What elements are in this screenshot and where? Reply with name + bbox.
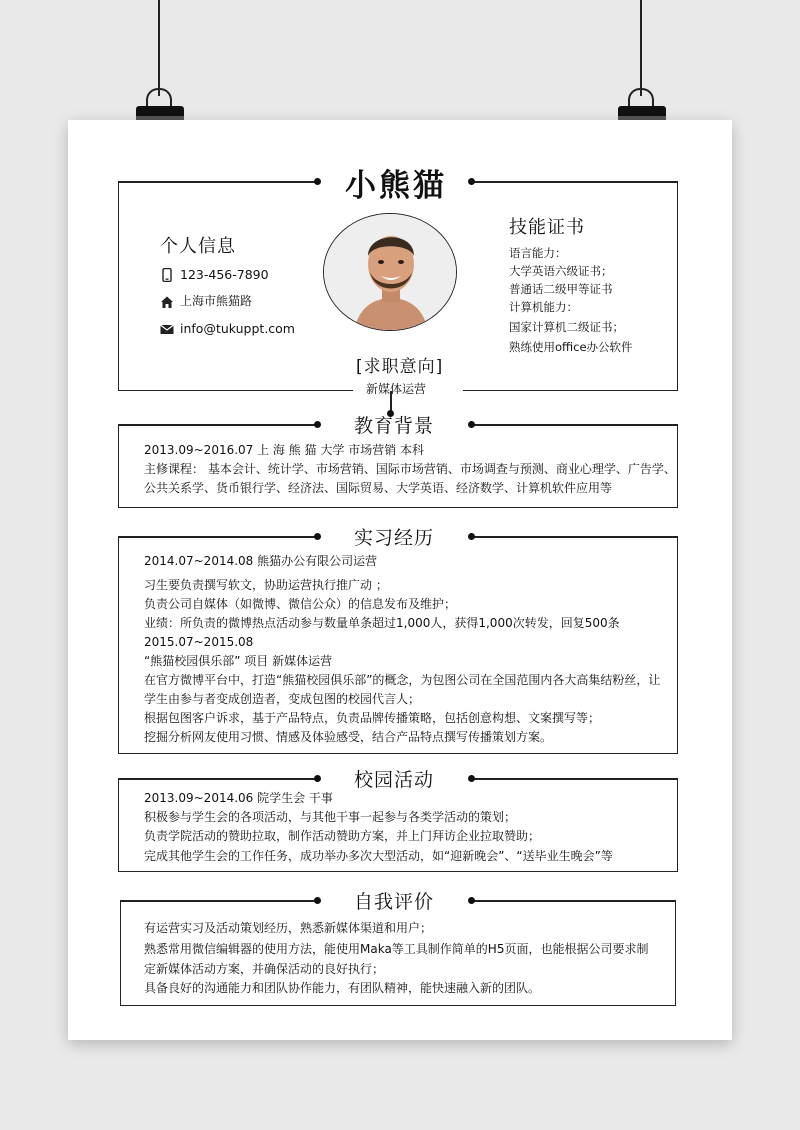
skill-line-1: 语言能力：: [509, 246, 567, 260]
education-line-1: 2013.09~2016.07 上 海 熊 猫 大学 市场营销 本科: [144, 443, 425, 457]
personal-info-title: 个人信息: [160, 236, 236, 257]
internship-line-7: 在官方微博平台中，打造“熊猫校园俱乐部”的概念，为包图公司在全国范围内各大高集结粉丝，让: [144, 673, 661, 687]
email-address: info@tukuppt.com: [180, 321, 295, 336]
candidate-name: 小熊猫: [345, 168, 447, 204]
campus-line-2: 积极参与学生会的各项活动，与其他干事一起参与各类学活动的策划；: [144, 810, 517, 824]
education-title: 教育背景: [354, 415, 435, 437]
skill-line-2: 大学英语六级证书；: [509, 264, 613, 278]
internship-line-1: 2014.07~2014.08 熊猫办公有限公司运营: [144, 554, 378, 568]
internship-line-2: 习生要负责撰写软文，协助运营执行推广动 ；: [144, 578, 388, 592]
hanging-wire-left: [158, 0, 160, 96]
education-line-3: 公共关系学、货币银行学、经济法、国际贸易、大学英语、经济数学、计算机软件应用等: [144, 481, 613, 495]
skill-line-4: 计算机能力：: [509, 300, 578, 314]
address: 上海市熊猫路: [180, 294, 253, 308]
internship-line-10: 挖掘分析网友使用习惯、情感及体验感受，结合产品特点撰写传播策划方案。: [144, 730, 553, 744]
internship-title: 实习经历: [354, 527, 435, 549]
phone-number: 123-456-7890: [180, 267, 269, 282]
job-intent-value: 新媒体运营: [366, 382, 427, 396]
campus-line-4: 完成其他学生会的工作任务，成功举办多次大型活动，如“迎新晚会”、“送毕业生晚会”等: [144, 849, 613, 863]
education-line-2: 主修课程： 基本会计、统计学、市场营销、国际市场营销、市场调查与预测、商业心理学、广告学、: [144, 462, 676, 476]
internship-line-5: 2015.07~2015.08: [144, 635, 254, 649]
hanging-wire-right: [640, 0, 642, 96]
self-line-2: 熟悉常用微信编辑器的使用方法，能使用Maka等工具制作简单的H5页面，也能根据公司要求制: [144, 942, 649, 956]
internship-line-3: 负责公司自媒体（如微博、微信公众）的信息发布及维护；: [144, 597, 457, 611]
skills-title: 技能证书: [509, 217, 585, 238]
internship-line-4: 业绩：所负责的微博热点活动参与数量单条超过1,000人，获得1,000次转发，回复500条: [144, 616, 620, 630]
self-line-1: 有运营实习及活动策划经历，熟悉新媒体渠道和用户；: [144, 921, 433, 935]
email-icon: [160, 322, 174, 336]
resume-page: [68, 120, 732, 1040]
profile-photo: [323, 213, 457, 331]
home-icon: [160, 295, 174, 309]
self-evaluation-title: 自我评价: [354, 891, 435, 913]
campus-line-1: 2013.09~2014.06 院学生会 干事: [144, 791, 333, 805]
skill-line-5: 国家计算机二级证书；: [509, 320, 624, 334]
skill-line-6: 熟练使用office办公软件: [509, 340, 633, 354]
self-line-3: 定新媒体活动方案，并确保活动的良好执行；: [144, 962, 385, 976]
skill-line-3: 普通话二级甲等证书: [509, 282, 613, 296]
campus-title: 校园活动: [354, 769, 435, 791]
internship-line-6: “熊猫校园俱乐部” 项目 新媒体运营: [144, 654, 333, 668]
campus-line-3: 负责学院活动的赞助拉取，制作活动赞助方案，并上门拜访企业拉取赞助；: [144, 829, 541, 843]
phone-icon: [160, 268, 174, 282]
job-intent-title: [求职意向]: [356, 357, 444, 377]
internship-line-9: 根据包图客户诉求，基于产品特点，负责品牌传播策略，包括创意构想、文案撰写等；: [144, 711, 601, 725]
self-line-4: 具备良好的沟通能力和团队协作能力，有团队精神，能快速融入新的团队。: [144, 981, 541, 995]
internship-line-8: 学生由参与者变成创造者，变成包图的校园代言人；: [144, 692, 421, 706]
